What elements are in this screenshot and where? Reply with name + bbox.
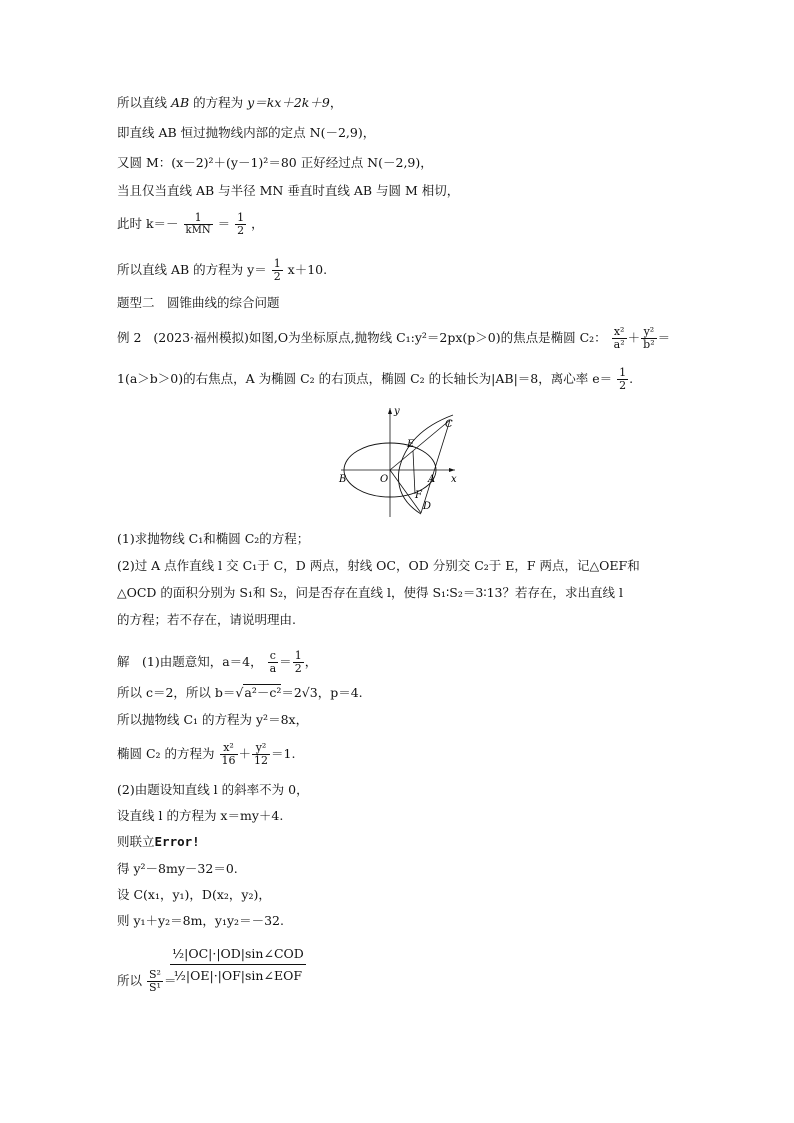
solution-line-6: 设直线 l 的方程为 x＝my＋4. bbox=[117, 808, 284, 823]
line-fixed-point: 即直线 AB 恒过抛物线内部的定点 N(－2,9)， bbox=[117, 125, 376, 140]
label-y: y bbox=[394, 406, 400, 417]
example-line-2: 1(a＞b＞0)的右焦点，A 为椭圆 C₂ 的右顶点，椭圆 C₂ 的长轴长为|AB|＝8，离心率 e＝ $\frac{1}{2}$ . bbox=[117, 366, 634, 392]
solution-line-1: 解 (1)由题意知，a＝4， $\frac{c}{a}$ ＝ $\frac{1}{2}$ ， bbox=[117, 649, 318, 675]
ellipse-parabola-figure bbox=[335, 402, 465, 520]
label-x: x bbox=[451, 474, 457, 485]
fraction: $\frac{1}{\text{kMN}}$ bbox=[185, 211, 211, 236]
question-1: (1)求抛物线 C₁和椭圆 C₂的方程； bbox=[117, 531, 310, 546]
label-e: E bbox=[407, 439, 415, 450]
solution-line-8: 得 y²－8my－32＝0. bbox=[117, 861, 238, 876]
line-ab-result: 所以直线 AB 的方程为 y＝ $\frac{1}{2}$ x＋10. bbox=[117, 257, 328, 283]
fraction: $\frac{1}{2}$ bbox=[237, 211, 245, 237]
solution-line-7: 则联立Error! bbox=[117, 834, 200, 849]
fraction: $\frac{c}{a}$ bbox=[269, 649, 277, 675]
label-b: B bbox=[339, 474, 347, 485]
fraction: $\frac{\text{x²}}{\text{a²}}$ bbox=[613, 325, 625, 351]
fraction: $\frac{\text{x²}}{16}$ bbox=[221, 741, 236, 767]
solution-line-4: 椭圆 C₂ 的方程为 $\frac{\text{x²}}{16}$ ＋ $\frac{\text{y²}}{12}$ ＝1. bbox=[117, 741, 296, 767]
segment-ef bbox=[413, 451, 415, 494]
ray-oc bbox=[390, 420, 450, 470]
line-tangent-condition: 当且仅当直线 AB 与半径 MN 垂直时直线 AB 与圆 M 相切， bbox=[117, 183, 460, 198]
line-slope-k: 此时 k＝－ $\frac{1}{\text{kMN}}$ ＝ $\frac{1}{2}$ ， bbox=[117, 211, 264, 237]
label-f: F bbox=[415, 490, 422, 501]
solution-line-10: 则 y₁＋y₂＝8m，y₁y₂＝－32. bbox=[117, 913, 284, 928]
example-line-1: 例 2 (2023·福州模拟)如图,O为坐标原点,抛物线 C₁:y²＝2px(p＞0)的焦点是椭圆 C₂： $\frac{\text{x²}}{\text{a²}}$ ＋ $\frac{\text{y²}}{\text{b²}}$ ＝ bbox=[117, 325, 671, 351]
area-ratio-numerator: ½|OC|·|OD|sin∠COD bbox=[170, 946, 306, 965]
fraction: $\frac{1}{2}$ bbox=[619, 366, 627, 392]
question-2-line-2: △OCD 的面积分别为 S₁和 S₂，问是否存在直线 l，使得 S₁∶S₂＝3∶13？若存在，求出直线 l bbox=[117, 585, 623, 600]
solution-line-2: 所以 c＝2，所以 b＝√a²－c²＝2√3，p＝4. bbox=[117, 685, 363, 700]
question-2-line-3: 的方程；若不存在，请说明理由. bbox=[117, 612, 296, 627]
solution-line-9: 设 C(x₁，y₁)，D(x₂，y₂)， bbox=[117, 887, 271, 902]
fraction: $\frac{\text{y²}}{\text{b²}}$ bbox=[643, 325, 655, 351]
fraction: $\frac{1}{2}$ bbox=[294, 649, 302, 675]
section-title: 题型二 圆锥曲线的综合问题 bbox=[117, 295, 280, 310]
label-c: C bbox=[445, 419, 453, 430]
solution-line-3: 所以抛物线 C₁ 的方程为 y²＝8x， bbox=[117, 712, 309, 727]
question-2-line-1: (2)过 A 点作直线 l 交 C₁于 C，D 两点，射线 OC，OD 分别交 C₂于 E，F 两点，记△OEF和 bbox=[117, 558, 640, 573]
area-ratio-fraction bbox=[170, 946, 306, 983]
line-ab-equation: 所以直线 AB 的方程为 y＝kx＋2k＋9， bbox=[117, 95, 343, 110]
fraction: $\frac{\text{y²}}{12}$ bbox=[254, 741, 269, 767]
x-axis-arrow bbox=[449, 468, 455, 472]
solution-line-5: (2)由题设知直线 l 的斜率不为 0， bbox=[117, 782, 309, 797]
fraction: $\frac{1}{2}$ bbox=[273, 257, 281, 283]
solution-line-11: 所以 $\frac{\text{S²}}{\text{S¹}}$ ＝ bbox=[117, 968, 177, 994]
label-o: O bbox=[380, 474, 389, 485]
line-l bbox=[421, 420, 450, 513]
area-ratio-denominator: ½|OE|·|OF|sin∠EOF bbox=[173, 968, 302, 983]
label-d: D bbox=[423, 501, 432, 512]
label-a: A bbox=[428, 474, 436, 485]
line-circle-m: 又圆 M：(x－2)²＋(y－1)²＝80 正好经过点 N(－2,9)， bbox=[117, 155, 433, 170]
fraction: $\frac{\text{S²}}{\text{S¹}}$ bbox=[149, 968, 161, 994]
y-axis-arrow bbox=[388, 408, 392, 414]
